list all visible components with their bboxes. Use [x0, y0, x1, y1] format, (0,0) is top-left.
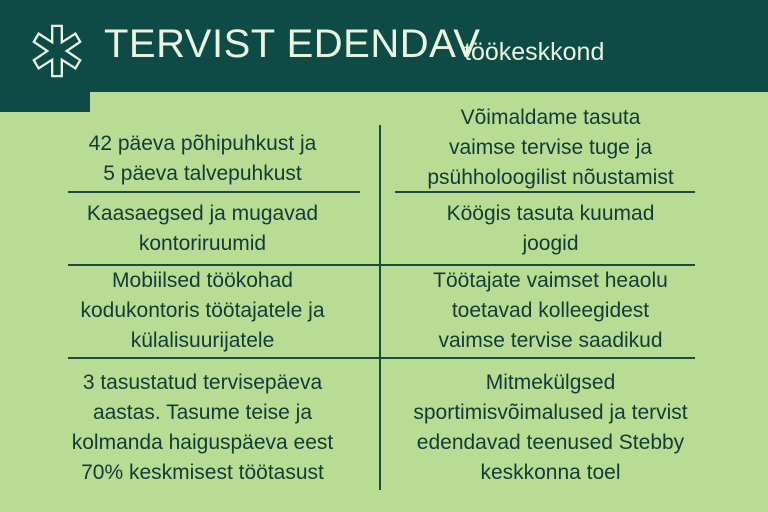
asterisk-outline-icon: [28, 22, 86, 80]
benefit-cell: [40, 196, 365, 262]
benefit-line: toetavad kolleegidest: [451, 299, 650, 322]
benefit-line: 42 päeva põhipuhkust ja: [88, 132, 317, 155]
benefit-line: Töötajate vaimset heaolu: [433, 269, 668, 292]
benefit-line: Võimaldame tasuta: [460, 106, 641, 129]
benefit-cell: [383, 267, 718, 355]
row-divider: [68, 357, 695, 359]
column-divider: [379, 125, 381, 490]
benefit-cell: [40, 128, 365, 190]
benefit-cell: [40, 362, 365, 494]
page-subtitle: töökeskkond: [464, 38, 605, 66]
benefit-cell: [40, 267, 365, 355]
benefit-cell: [383, 103, 718, 193]
benefit-line: 3 tasustatud tervisepäeva: [82, 371, 323, 394]
benefit-line: 5 päeva talvepuhkust: [103, 162, 302, 185]
benefit-cell: [383, 196, 718, 262]
benefit-line: Mitmekülgsed: [485, 371, 616, 394]
benefit-line: Kaasaegsed ja mugavad: [86, 202, 319, 225]
benefit-line: kontoriruumid: [138, 232, 267, 255]
benefit-line: vaimse tervise saadikud: [438, 329, 663, 352]
benefit-line: külalisuurijatele: [130, 329, 275, 352]
row-divider-left: [68, 191, 360, 193]
benefit-cell: [383, 362, 718, 494]
benefit-line: vaimse tervise tuge ja: [448, 136, 653, 159]
header-tab-decoration: [0, 92, 90, 112]
benefit-line: 70% keskmisest töötasust: [81, 461, 324, 484]
header-banner: [0, 0, 768, 92]
benefit-line: kodukontoris töötajatele ja: [80, 299, 325, 322]
benefit-line: edendavad teenused Stebby: [416, 431, 685, 454]
benefit-line: kolmanda haiguspäeva eest: [71, 431, 334, 454]
page-title: TERVIST EDENDAV: [104, 22, 481, 66]
benefit-line: psühholoogilist nõustamist: [427, 166, 674, 189]
benefit-line: keskkonna toel: [480, 461, 621, 484]
benefit-line: Mobiilsed töökohad: [112, 269, 293, 292]
benefit-line: aastas. Tasume teise ja: [92, 401, 313, 424]
benefit-line: sportimisvõimalused ja tervist: [413, 401, 688, 424]
benefit-line: Köögis tasuta kuumad: [446, 202, 655, 225]
benefit-line: joogid: [522, 232, 579, 255]
